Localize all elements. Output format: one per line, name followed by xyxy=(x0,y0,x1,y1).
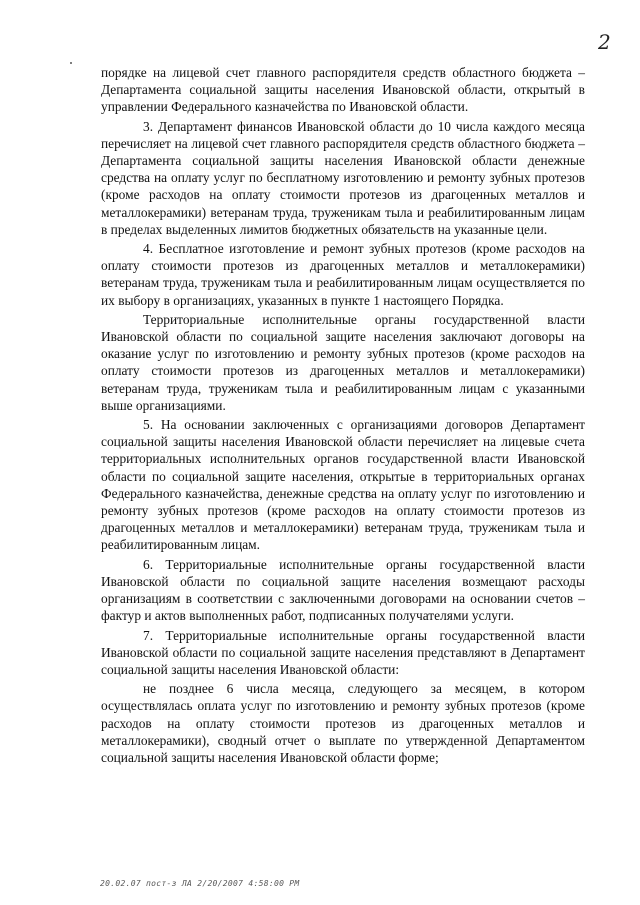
footer-stamp: 20.02.07 пост-з ЛА 2/20/2007 4:58:00 PM xyxy=(100,879,300,888)
scan-speck xyxy=(70,62,72,64)
paragraph-item-3: 3. Департамент финансов Ивановской области до 10 числа каждого месяца перечисляет на лицевой счет главного распорядителя средств областного бюджета – Департамента социальной защиты населения Ивановской области денежные средства на оплату услуг по бесплатному изготовлению и ремонту зубных протезов (кроме расходов на оплату стоимости протезов из драгоценных металлов и металлокерамики) ветеранам труда, труженикам тыла и реабилитированным лицам в пределах выделенных лимитов бюджетных обязательств на указанные цели. xyxy=(101,118,585,237)
paragraph-item-7: 7. Территориальные исполнительные органы государственной власти Ивановской области по социальной защите населения представляют в Департамент социальной защиты населения Ивановской области: xyxy=(101,627,585,677)
paragraph-item-4: 4. Бесплатное изготовление и ремонт зубных протезов (кроме расходов на оплату стоимости протезов из драгоценных металлов и металлокерамики) ветеранам труда, труженикам тыла и реабилитированным лицам осуществляется по их выбору в организациях, указанных в пункте 1 настоящего Порядка. xyxy=(101,241,585,308)
page-number: 2 xyxy=(598,30,611,54)
paragraph-item-6: 6. Территориальные исполнительные органы государственной власти Ивановской области по социальной защите населения возмещают расходы организациям в соответствии с заключенными договорами на основании счетов – фактур и актов выполненных работ, подписанных получателями услуги. xyxy=(101,556,585,624)
paragraph-continuation: порядке на лицевой счет главного распорядителя средств областного бюджета – Департамента социальной защиты населения Ивановской области, открытый в управлении Федерального казначейства по Ивановской области. xyxy=(101,65,585,115)
paragraph-report-deadline: не позднее 6 числа месяца, следующего за месяцем, в котором осуществлялась оплата услуг по изготовлению и ремонту зубных протезов (кроме расходов на оплату стоимости протезов из драгоценных металлов и металлокерамики), сводный отчет о выплате по утвержденной Департаментом социальной защиты населения Ивановской области форме; xyxy=(101,681,585,765)
document-body xyxy=(101,64,585,768)
paragraph-item-5: 5. На основании заключенных с организациями договоров Департамент социальной защиты населения Ивановской области перечисляет на лицевые счета территориальных исполнительных органов государственной власти Ивановской области по социальной защите населения, открытые в территориальных органах Федерального казначейства, денежные средства на оплату услуг по изготовлению и ремонту зубных протезов (кроме расходов на оплату стоимости протезов из драгоценных металлов и металлокерамики) ветеранам труда, труженикам тыла и реабилитированным лицам. xyxy=(101,417,585,553)
paragraph-contracts: Территориальные исполнительные органы государственной власти Ивановской области по социальной защите населения заключают договоры на оказание услуг по изготовлению и ремонту зубных протезов (кроме расходов на оплату стоимости протезов из драгоценных металлов и металлокерамики) ветеранам труда, труженикам тыла и реабилитированным лицам с указанными выше организациями. xyxy=(101,311,585,413)
